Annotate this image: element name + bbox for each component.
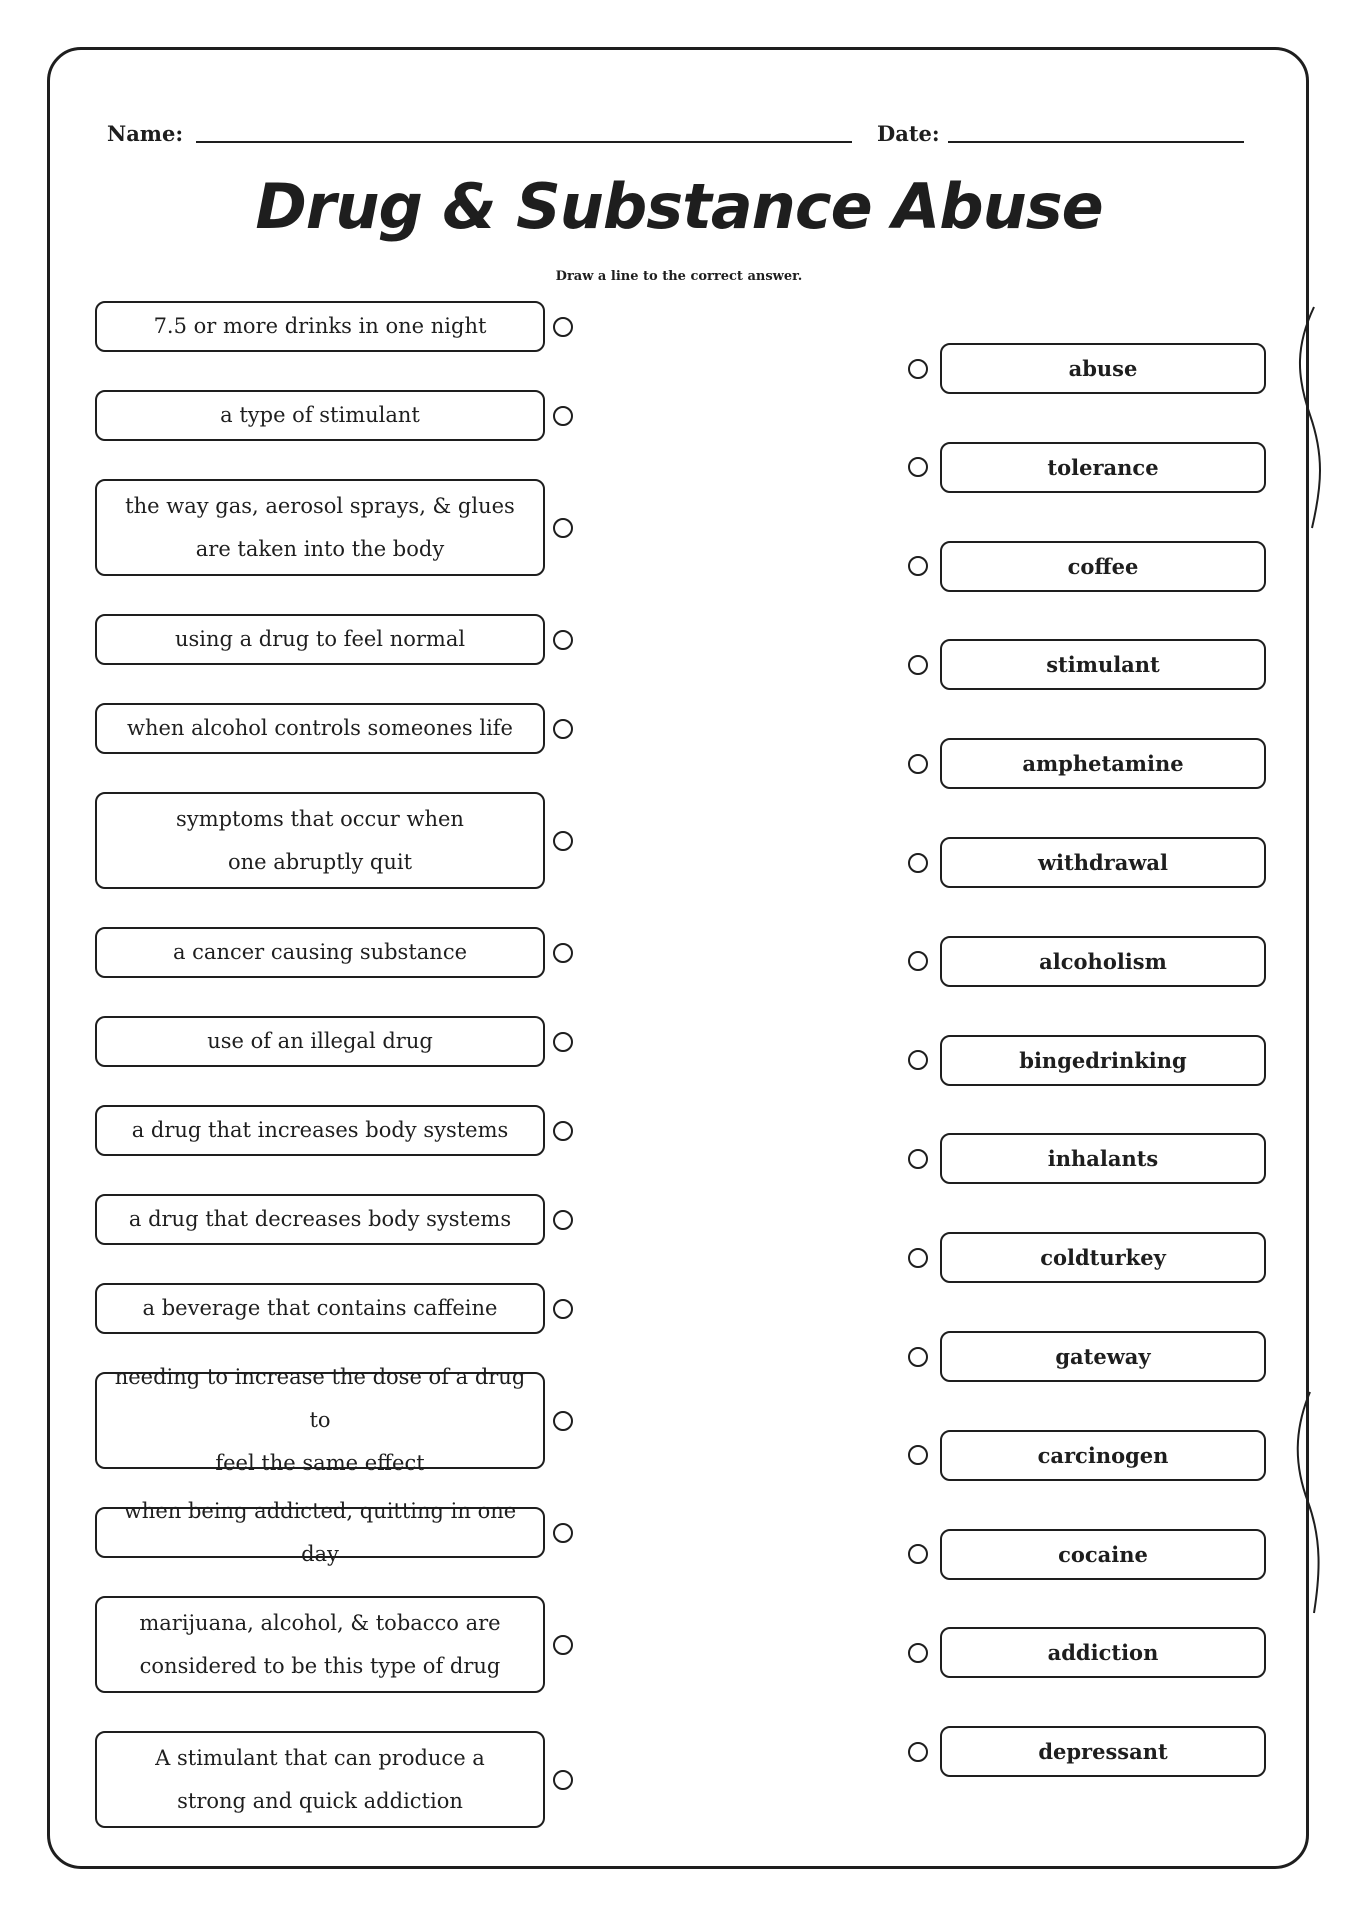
definition-text: symptoms that occur when one abruptly quit [176,806,464,874]
definition-box [95,792,545,889]
answer-connector-dot[interactable] [908,1544,928,1564]
definition-connector-dot[interactable] [553,1210,573,1230]
definition-text: a cancer causing substance [172,940,468,964]
answer-text: depressant [1038,1739,1168,1765]
definition-text: 7.5 or more drinks in one night [153,314,487,338]
definition-text: a drug that decreases body systems [128,1207,512,1231]
definition-connector-dot[interactable] [553,630,573,650]
answer-box [940,1726,1266,1777]
definition-box [95,479,545,576]
answer-connector-dot[interactable] [908,1149,928,1169]
answer-text: inhalants [1047,1146,1159,1172]
definition-text: when alcohol controls someones life [127,716,513,740]
definition-text: needing to increase the dose of a drug to feel the same effect [114,1365,526,1475]
answer-box [940,936,1266,987]
date-label: Date: [877,121,940,146]
answer-text: cocaine [1058,1541,1148,1567]
answer-connector-dot[interactable] [908,1248,928,1268]
answer-box [940,639,1266,690]
answer-box [940,1035,1266,1086]
definition-text: when being addicted, quitting in one day [123,1498,517,1566]
definition-box [95,614,545,665]
page-title: Drug & Substance Abuse [255,170,1103,243]
definition-text: using a drug to feel normal [174,627,466,651]
definition-connector-dot[interactable] [553,831,573,851]
answer-box [940,442,1266,493]
answer-text: abuse [1068,356,1138,381]
definition-connector-dot[interactable] [553,1121,573,1141]
definition-connector-dot[interactable] [553,406,573,426]
answer-text: addiction [1047,1640,1159,1666]
answer-connector-dot[interactable] [908,754,928,774]
answer-text: tolerance [1047,454,1159,480]
answer-text: alcoholism [1039,948,1167,974]
definition-text: a beverage that contains caffeine [142,1296,498,1320]
date-field[interactable] [948,141,1244,143]
definition-connector-dot[interactable] [553,518,573,538]
answer-text: amphetamine [1022,751,1184,777]
answer-text: carcinogen [1037,1442,1169,1468]
answer-box [940,343,1266,394]
definition-box [95,1365,545,1475]
definition-connector-dot[interactable] [553,1032,573,1052]
answer-box [940,1430,1266,1481]
definition-connector-dot[interactable] [553,1635,573,1655]
answer-box [940,1133,1266,1184]
answer-connector-dot[interactable] [908,1742,928,1762]
definition-text: a type of stimulant [220,403,420,427]
definition-box [95,390,545,441]
name-label: Name: [107,121,184,146]
definition-box [95,1283,545,1334]
definition-box [95,1596,545,1693]
answer-text: coffee [1067,553,1139,579]
definition-box [95,301,545,352]
answer-text: coldturkey [1040,1245,1166,1271]
answer-box [940,1331,1266,1382]
answer-text: gateway [1055,1344,1151,1369]
answer-connector-dot[interactable] [908,1643,928,1663]
definition-text: A stimulant that can produce a strong and quick addiction [155,1745,485,1813]
definition-box [95,1105,545,1156]
definition-text: marijuana, alcohol, & tobacco are considered to be this type of drug [139,1610,501,1678]
answer-text: withdrawal [1037,850,1169,875]
definition-text: use of an illegal drug [207,1029,433,1053]
definition-connector-dot[interactable] [553,1299,573,1319]
answer-box [940,1232,1266,1283]
answer-box [940,1627,1266,1678]
right-edge-squiggle-bottom [1290,1390,1330,1615]
definition-connector-dot[interactable] [553,317,573,337]
definition-box [95,1731,545,1828]
definition-text: a drug that increases body systems [131,1118,509,1142]
answer-box [940,1529,1266,1580]
definition-box [95,1194,545,1245]
definition-box [95,1016,545,1067]
definition-connector-dot[interactable] [553,1411,573,1431]
answer-connector-dot[interactable] [908,655,928,675]
answer-connector-dot[interactable] [908,359,928,379]
definition-connector-dot[interactable] [553,943,573,963]
definition-text: the way gas, aerosol sprays, & glues are taken into the body [125,493,515,561]
name-field[interactable] [196,141,852,143]
answer-text: bingedrinking [1019,1047,1187,1073]
answer-connector-dot[interactable] [908,1347,928,1367]
definition-connector-dot[interactable] [553,719,573,739]
definition-box [95,927,545,978]
answer-connector-dot[interactable] [908,1050,928,1070]
answer-box [940,837,1266,888]
definition-connector-dot[interactable] [553,1770,573,1790]
answer-box [940,541,1266,592]
definition-box [95,703,545,754]
answer-text: stimulant [1046,652,1160,678]
definition-box [95,1498,545,1566]
answer-box [940,738,1266,789]
instructions: Draw a line to the correct answer. [555,269,803,284]
definition-connector-dot[interactable] [553,1523,573,1543]
answer-connector-dot[interactable] [908,853,928,873]
right-edge-squiggle-top [1290,305,1330,530]
answer-connector-dot[interactable] [908,556,928,576]
